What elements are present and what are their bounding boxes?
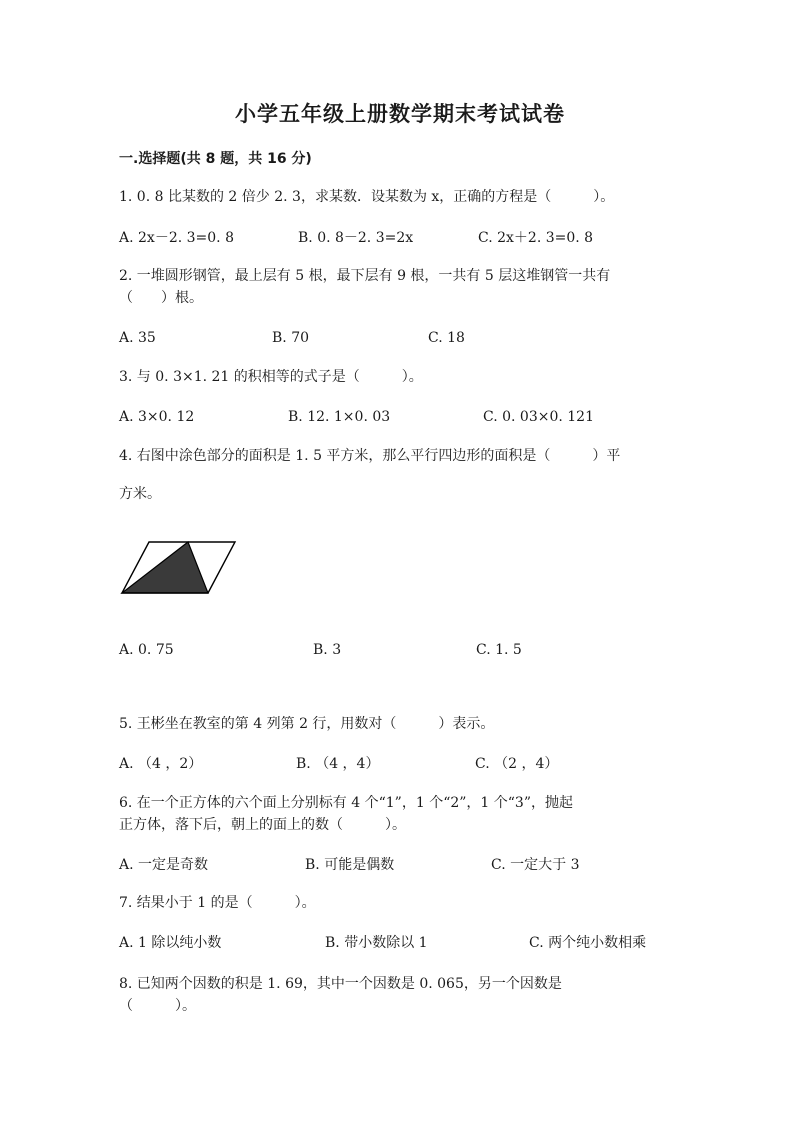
question-2-text-line2: （ ）根。 (119, 290, 203, 306)
page-title: 小学五年级上册数学期末考试试卷 (235, 102, 565, 126)
question-5-option-a: A. （4 ，2） (119, 756, 203, 772)
question-7-option-a: A. 1 除以纯小数 (119, 935, 222, 951)
question-7-option-c: C. 两个纯小数相乘 (529, 935, 647, 951)
question-2-option-c: C. 18 (428, 330, 465, 346)
question-8-text-line1: 8. 已知两个因数的积是 1. 69，其中一个因数是 0. 065，另一个因数是 (119, 976, 562, 992)
question-3-option-b: B. 12. 1×0. 03 (288, 409, 391, 425)
question-2-text-line1: 2. 一堆圆形钢管，最上层有 5 根，最下层有 9 根，一共有 5 层这堆钢管一共有 (119, 268, 611, 284)
question-2-option-b: B. 70 (272, 330, 310, 346)
question-4-text-line1: 4. 右图中涂色部分的面积是 1. 5 平方米，那么平行四边形的面积是（ ）平 (119, 448, 621, 464)
question-6-option-b: B. 可能是偶数 (305, 857, 395, 873)
question-1-option-b: B. 0. 8－2. 3=2x (298, 230, 414, 246)
question-7-text: 7. 结果小于 1 的是（ ）。 (119, 895, 316, 911)
question-5-option-b: B. （4 ，4） (296, 756, 380, 772)
question-4-option-b: B. 3 (313, 642, 342, 658)
question-4-option-a: A. 0. 75 (119, 642, 174, 658)
question-6-option-c: C. 一定大于 3 (491, 857, 580, 873)
section-heading: 一.选择题(共 8 题，共 16 分) (119, 151, 312, 167)
question-3-text: 3. 与 0. 3×1. 21 的积相等的式子是（ ）。 (119, 369, 423, 385)
question-1-option-c: C. 2x＋2. 3=0. 8 (478, 230, 594, 246)
question-1-option-a: A. 2x－2. 3=0. 8 (119, 230, 234, 246)
parallelogram-figure (119, 536, 243, 602)
question-2-option-a: A. 35 (119, 330, 156, 346)
question-8-text-line2: （ ）。 (119, 998, 196, 1014)
question-3-option-c: C. 0. 03×0. 121 (483, 409, 594, 425)
question-5-text: 5. 王彬坐在教室的第 4 列第 2 行，用数对（ ）表示。 (119, 716, 495, 732)
question-6-text-line1: 6. 在一个正方体的六个面上分别标有 4 个“1”，1 个“2”，1 个“3”，抛起 (119, 795, 573, 811)
question-4-option-c: C. 1. 5 (476, 642, 522, 658)
question-6-option-a: A. 一定是奇数 (119, 857, 209, 873)
question-1-text: 1. 0. 8 比某数的 2 倍少 2. 3，求某数．设某数为 x，正确的方程是（ ）。 (119, 189, 615, 205)
question-7-option-b: B. 带小数除以 1 (325, 935, 428, 951)
question-5-option-c: C. （2 ，4） (475, 756, 559, 772)
question-4-text-line2: 方米。 (119, 486, 161, 502)
question-3-option-a: A. 3×0. 12 (119, 409, 195, 425)
question-6-text-line2: 正方体，落下后，朝上的面上的数（ ）。 (119, 817, 406, 833)
